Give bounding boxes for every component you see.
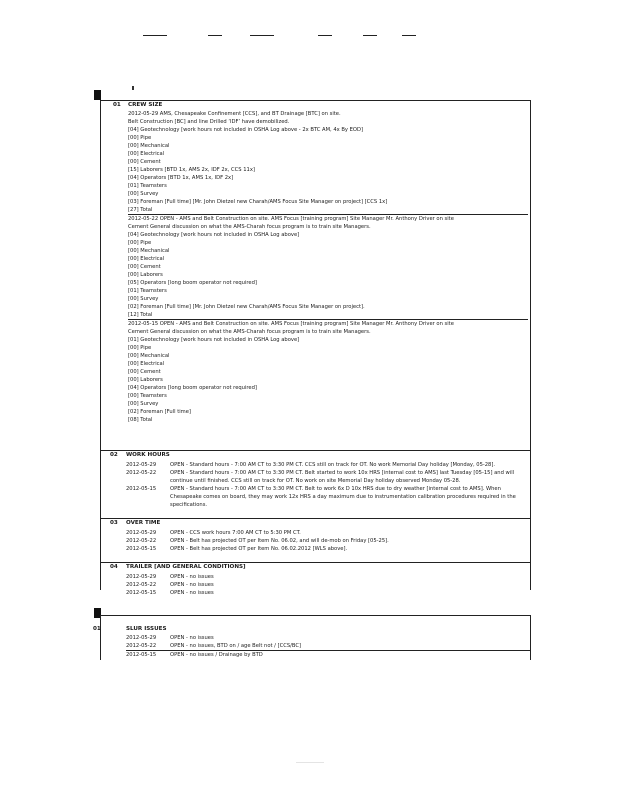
scan-speck — [132, 86, 134, 90]
work-hours-row — [126, 501, 530, 509]
entry-text: continue until finished. CCS still on track for OT. No work on site Memorial Day holiday observed Monday 05-28. — [170, 478, 461, 484]
crew-line: 2012-05-29 AMS, Chesapeake Confinement [CCS], and BT Drainage [BTC] on site. — [128, 111, 341, 117]
over-time-row — [126, 537, 530, 545]
crew-line: [00] Mechanical — [128, 143, 170, 149]
crew-line: [02] Foreman [Full time] [Mr. John Dietzel new Charah/AMS Focus Site Manager on project]. — [128, 304, 365, 310]
entry-text: OPEN - Belt has projected OT per Item No. 06.02, and will de-mob on Friday [05-25]. — [170, 538, 389, 544]
crew-line: [00] Teamsters — [128, 393, 167, 399]
entry-text: OPEN - Belt has projected OT per Item No. 06.02.2012 [WLS above]. — [170, 546, 348, 552]
crew-line: [00] Laborers — [128, 377, 163, 383]
entry-date: 2012-05-15 — [126, 486, 157, 492]
crew-line: [02] Foreman [Full time] — [128, 409, 191, 415]
section-number: 01 — [113, 102, 121, 108]
crew-line: [00] Cement — [128, 264, 161, 270]
section-frame-top — [100, 100, 530, 101]
entry-text: Chesapeake comes on board, they may work 12x HRS a day maximum due to instrumentation calibration procedures required in the — [170, 494, 516, 500]
crew-line: Belt Construction [BC] and line Drilled ‘IDF’ have demobilized. — [128, 119, 290, 125]
crew-line: [12] Total — [128, 311, 528, 320]
crew-line: [04] Operators [long boom operator not required] — [128, 385, 257, 391]
crew-line: [00] Cement — [128, 159, 161, 165]
trailer-row — [126, 581, 530, 589]
section-number: 03 — [110, 520, 118, 526]
section-frame-left — [100, 615, 101, 660]
header-dash — [318, 35, 332, 36]
entry-date: 2012-05-22 — [126, 643, 157, 649]
crew-line: [00] Mechanical — [128, 248, 170, 254]
crew-line: [01] Teamsters — [128, 183, 167, 189]
crew-line: [00] Electrical — [128, 256, 165, 262]
entry-text: OPEN - no issues — [170, 590, 214, 596]
work-hours-list — [126, 461, 530, 509]
crew-line: Cement General discussion on what the AMS-Charah focus program is to train site Managers. — [128, 329, 371, 335]
entry-date: 2012-05-15 — [126, 652, 157, 658]
entry-text: OPEN - Standard hours - 7:00 AM CT to 3:30 PM CT. CCS still on track for OT. No work Memorial Day holiday [Monday, 05-28]. — [170, 462, 496, 468]
header-dash — [363, 35, 377, 36]
section-heading-work-hours: WORK HOURS — [126, 452, 170, 458]
crew-line: [04] Geotechnology [work hours not included in OSHA Log above] — [128, 232, 300, 238]
header-dash — [402, 35, 416, 36]
section-frame-right — [530, 100, 531, 590]
entry-text: OPEN - CCS work hours 7:00 AM CT to 5:30 PM CT. — [170, 530, 301, 536]
slur-row — [126, 642, 530, 651]
crew-line: [04] Geotechnology [work hours not included in OSHA Log above - 2x BTC AM, 4x By EOD] — [128, 127, 364, 133]
work-hours-row — [126, 461, 530, 469]
entry-date: 2012-05-22 — [126, 538, 157, 544]
section-divider — [100, 450, 530, 451]
crew-line: [27] Total — [128, 206, 528, 215]
section-divider — [100, 562, 530, 563]
entry-date: 2012-05-29 — [126, 574, 157, 580]
over-time-row — [126, 529, 530, 537]
scan-corner-marker — [94, 90, 101, 100]
crew-line: [00] Pipe — [128, 240, 152, 246]
trailer-row — [126, 589, 530, 597]
scan-artifact — [296, 762, 324, 763]
entry-date: 2012-05-29 — [126, 462, 157, 468]
entry-text: OPEN - no issues / Drainage by BTD — [170, 652, 263, 658]
entry-date: 2012-05-29 — [126, 530, 157, 536]
section-heading-over-time: OVER TIME — [126, 520, 161, 526]
crew-line: [00] Electrical — [128, 151, 165, 157]
entry-date: 2012-05-22 — [126, 470, 157, 476]
crew-line: [00] Survey — [128, 191, 159, 197]
crew-line: [01] Geotechnology [work hours not included in OSHA Log above] — [128, 337, 300, 343]
section-frame-top — [100, 615, 530, 616]
slur-row — [126, 651, 530, 659]
entry-date: 2012-05-15 — [126, 590, 157, 596]
crew-line: [01] Teamsters — [128, 288, 167, 294]
entry-date: 2012-05-29 — [126, 635, 157, 641]
over-time-row — [126, 545, 530, 553]
slur-row — [126, 634, 530, 642]
crew-line: Cement General discussion on what the AMS-Charah focus program is to train site Managers. — [128, 224, 371, 230]
entry-text: OPEN - Standard hours - 7:00 AM CT to 3:30 PM CT. Belt to work 6x D 10x HRS due to dry weather [internal cost to AMS]. When — [170, 486, 501, 492]
work-hours-row — [126, 469, 530, 477]
entry-text: OPEN - Standard hours - 7:00 AM CT to 3:30 PM CT. Belt started to work 10x HRS [internal cost to AMS] last Tuesday [05-15] and will — [170, 470, 515, 476]
crew-line: [00] Survey — [128, 296, 159, 302]
slur-issues-list — [126, 634, 530, 659]
crew-line: [00] Mechanical — [128, 353, 170, 359]
crew-line: 2012-05-22 OPEN - AMS and Belt Construction on site. AMS Focus [training program] Site Manager Mr. Anthony Driver on site — [128, 216, 454, 222]
over-time-list — [126, 529, 530, 553]
section-heading-crew-size: CREW SIZE — [128, 102, 163, 108]
section-heading-trailer: TRAILER [AND GENERAL CONDITIONS] — [126, 564, 246, 570]
entry-date: 2012-05-15 — [126, 546, 157, 552]
crew-line: [00] Cement — [128, 369, 161, 375]
section-number: 04 — [110, 564, 118, 570]
header-dash — [143, 35, 167, 36]
crew-line: [00] Laborers — [128, 272, 163, 278]
entry-text: OPEN - no issues — [170, 582, 214, 588]
crew-size-list — [128, 110, 528, 424]
crew-line: [08] Total — [128, 417, 153, 423]
section-heading-slur-issues: SLUR ISSUES — [126, 626, 167, 632]
trailer-row — [126, 573, 530, 581]
crew-line: [04] Operators [BTD 1x, AMS 1x, IDF 2x] — [128, 175, 234, 181]
work-hours-row — [126, 485, 530, 493]
entry-text: OPEN - no issues — [170, 635, 214, 641]
crew-line: [15] Laborers [BTD 1x, AMS 2x, IDF 2x, CCS 11x] — [128, 167, 255, 173]
header-dash — [250, 35, 274, 36]
section-frame-right — [530, 615, 531, 660]
crew-line: [03] Foreman [Full time] [Mr. John Dietzel new Charah/AMS Focus Site Manager on project] [CCS 1x] — [128, 199, 388, 205]
crew-line: [00] Survey — [128, 401, 159, 407]
section-divider — [100, 518, 530, 519]
section-number: 01 — [93, 626, 101, 632]
trailer-list — [126, 573, 530, 597]
crew-line: [00] Pipe — [128, 345, 152, 351]
work-hours-row — [126, 477, 530, 485]
crew-line: [00] Electrical — [128, 361, 165, 367]
entry-text: OPEN - no issues — [170, 574, 214, 580]
crew-line: [00] Pipe — [128, 135, 152, 141]
entry-text: OPEN - no issues, BTD on / age Belt not / [CCS/BC] — [170, 643, 302, 649]
section-frame-left — [100, 100, 101, 590]
entry-text: specifications. — [170, 502, 208, 508]
crew-line: 2012-05-15 OPEN - AMS and Belt Construction on site. AMS Focus [training program] Site Manager Mr. Anthony Driver on site — [128, 321, 454, 327]
entry-date: 2012-05-22 — [126, 582, 157, 588]
section-number: 02 — [110, 452, 118, 458]
work-hours-row — [126, 493, 530, 501]
header-dash — [208, 35, 222, 36]
crew-line: [05] Operators [long boom operator not required] — [128, 280, 257, 286]
